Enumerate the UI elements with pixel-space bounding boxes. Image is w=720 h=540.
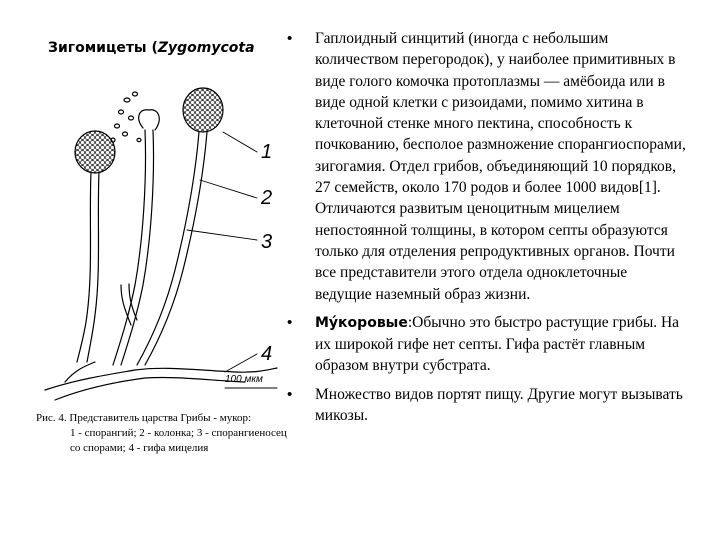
caption-line-2: 1 - спорангий; 2 - колонка; 3 - спорангиеносец: [70, 427, 287, 439]
label-2: 2: [261, 187, 273, 209]
mucor-illustration: [35, 70, 285, 410]
bullet-item-mucorales: [287, 312, 687, 377]
sporangium-right: [183, 88, 223, 132]
columella: [139, 110, 160, 130]
sporangiophore-left: [77, 172, 99, 362]
caption-line-1: Рис. 4. Представитель царства Грибы - мукор:: [36, 412, 252, 424]
bullet-marker: •: [287, 313, 293, 331]
bullet-text: Множество видов портят пищу. Другие могут вызывать микозы.: [315, 385, 683, 425]
bullet-item-food-spoilage: [287, 384, 687, 427]
label-3: 3: [261, 231, 273, 253]
slide-title: [48, 40, 278, 56]
bullet-text: Гаплоидный синцитий (иногда с небольшим количеством перегородок), у наиболее примитивных в виде голого комочка протоплазмы — амёбоида или в виде одной клетки с ризоидами, помимо хитина в клеточной стенке много пектина, способность к почкованию, бесполое размножение спорангиоспорами, зигогамия. Отдел грибов, объединяющий 10 порядков, 27 семейств, около 170 родов и более 1000 видов[1]. Отличаются развитым ценоцитным мицелием непостоянной толщины, в котором септы образуются только для отделения репродуктивных органов. Почти все представители этого отдела одноклеточные ведущие наземный образ жизни.: [315, 30, 686, 303]
label-1: 1: [261, 141, 273, 163]
title-prefix: Зигомицеты (: [48, 40, 158, 56]
mucor-drawing: [35, 70, 285, 410]
sporangium-left: [75, 131, 115, 173]
bullet-list: [287, 28, 687, 433]
title-latin-name: Zygomycota: [157, 40, 255, 56]
scale-label: 100 мкм: [225, 374, 263, 385]
sporangiophore-middle: [113, 130, 154, 365]
bullet-marker: •: [287, 30, 293, 47]
caption-line-3: со спорами; 4 - гифа мицелия: [70, 442, 209, 454]
spores: [111, 92, 141, 142]
bullet-text: :Обычно это быстро растущие грибы. На их широкой гифе нет септы. Гифа растёт главным образом внутри субстрата.: [315, 313, 680, 375]
label-4: 4: [261, 343, 273, 365]
figure-caption: [36, 411, 288, 456]
sporangiophore-right: [137, 132, 207, 365]
bullet-term: Му́коровые: [315, 314, 408, 331]
bullet-marker: •: [287, 385, 293, 403]
bullet-item-description: [287, 28, 687, 305]
